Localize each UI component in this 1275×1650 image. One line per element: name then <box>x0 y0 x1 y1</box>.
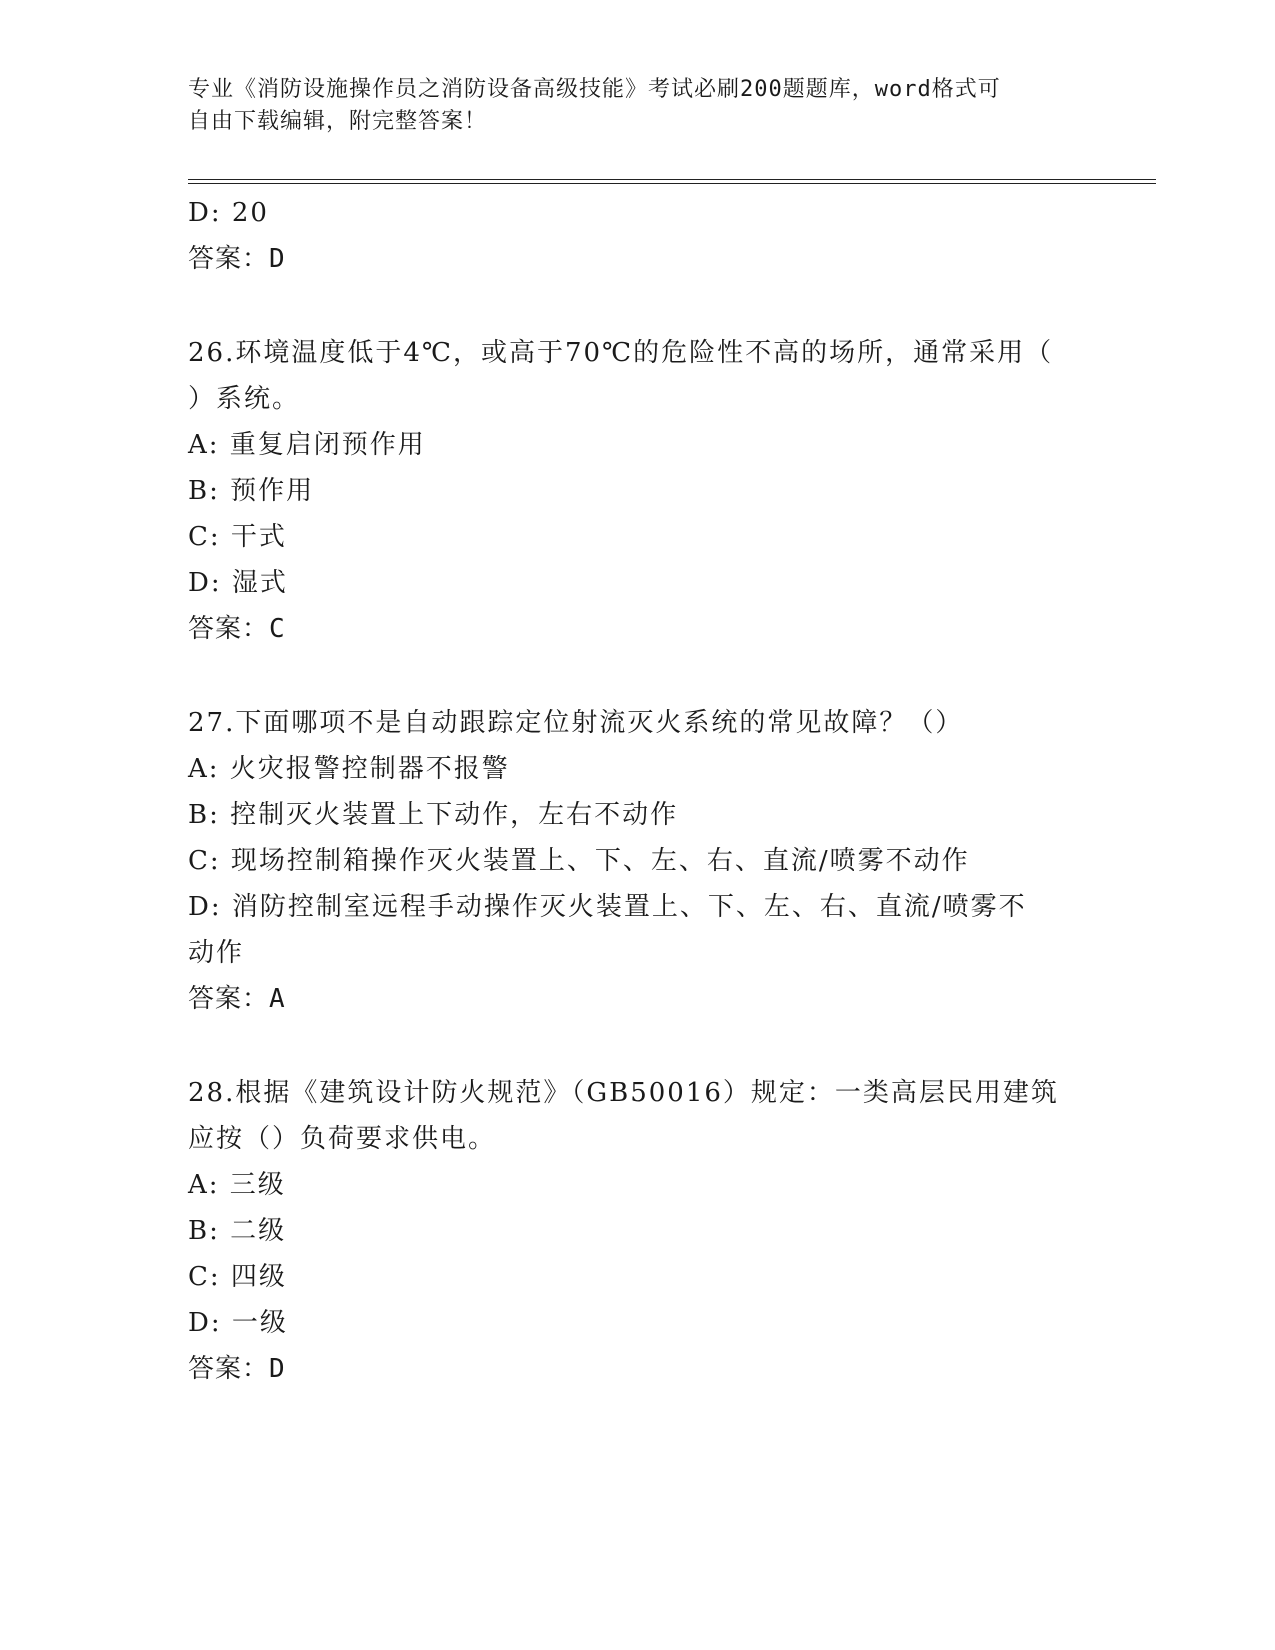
answer-label: 答案： <box>188 614 270 644</box>
answer-line <box>188 236 1068 282</box>
answer-value: A <box>269 984 286 1014</box>
question-stem: 26.环境温度低于4℃，或高于70℃的危险性不高的场所，通常采用（ <box>188 338 1054 368</box>
question-26 <box>188 330 1068 652</box>
answer-value: D <box>269 1354 286 1384</box>
option-b: B: 二级 <box>188 1216 287 1246</box>
question-stem: 28.根据《建筑设计防火规范》（GB50016）规定：一类高层民用建筑 <box>188 1078 1059 1108</box>
option-c: C: 干式 <box>188 522 287 552</box>
option-b: B: 控制灭火装置上下动作，左右不动作 <box>188 800 679 830</box>
option-c: C: 四级 <box>188 1262 287 1292</box>
answer-value: C <box>269 614 286 644</box>
option-a: A: 火灾报警控制器不报警 <box>188 754 510 784</box>
option-d: D: 消防控制室远程手动操作灭火装置上、下、左、右、直流/喷雾不 <box>188 892 1027 922</box>
question-stem: ）系统。 <box>188 384 301 414</box>
answer-value: D <box>269 244 286 274</box>
option-d: D: 20 <box>188 198 269 228</box>
answer-label: 答案： <box>188 244 270 274</box>
option-a: A: 重复启闭预作用 <box>188 430 426 460</box>
option-d: D: 湿式 <box>188 568 288 598</box>
answer-label: 答案： <box>188 1354 270 1384</box>
header-divider-bottom <box>188 183 1156 184</box>
option-b: B: 预作用 <box>188 476 315 506</box>
question-27 <box>188 700 1068 1022</box>
question-stem: 27.下面哪项不是自动跟踪定位射流灭火系统的常见故障？（） <box>188 708 964 738</box>
answer-line <box>188 1346 1068 1392</box>
answer-label: 答案： <box>188 984 270 1014</box>
option-c: C: 现场控制箱操作灭火装置上、下、左、右、直流/喷雾不动作 <box>188 846 970 876</box>
question-list <box>188 190 1068 1392</box>
option-d: D: 一级 <box>188 1308 288 1338</box>
question-28 <box>188 1070 1068 1392</box>
option-a: A: 三级 <box>188 1170 286 1200</box>
header-divider-top <box>188 179 1156 180</box>
option-d-continuation: 动作 <box>188 938 245 968</box>
answer-line <box>188 606 1068 652</box>
header-line-1: 专业《消防设施操作员之消防设备高级技能》考试必刷200题题库，word格式可 <box>188 77 1001 102</box>
document-header <box>188 74 1068 138</box>
question-stem: 应按（）负荷要求供电。 <box>188 1124 497 1154</box>
answer-line <box>188 976 1068 1022</box>
header-line-2: 自由下载编辑，附完整答案！ <box>188 109 488 134</box>
